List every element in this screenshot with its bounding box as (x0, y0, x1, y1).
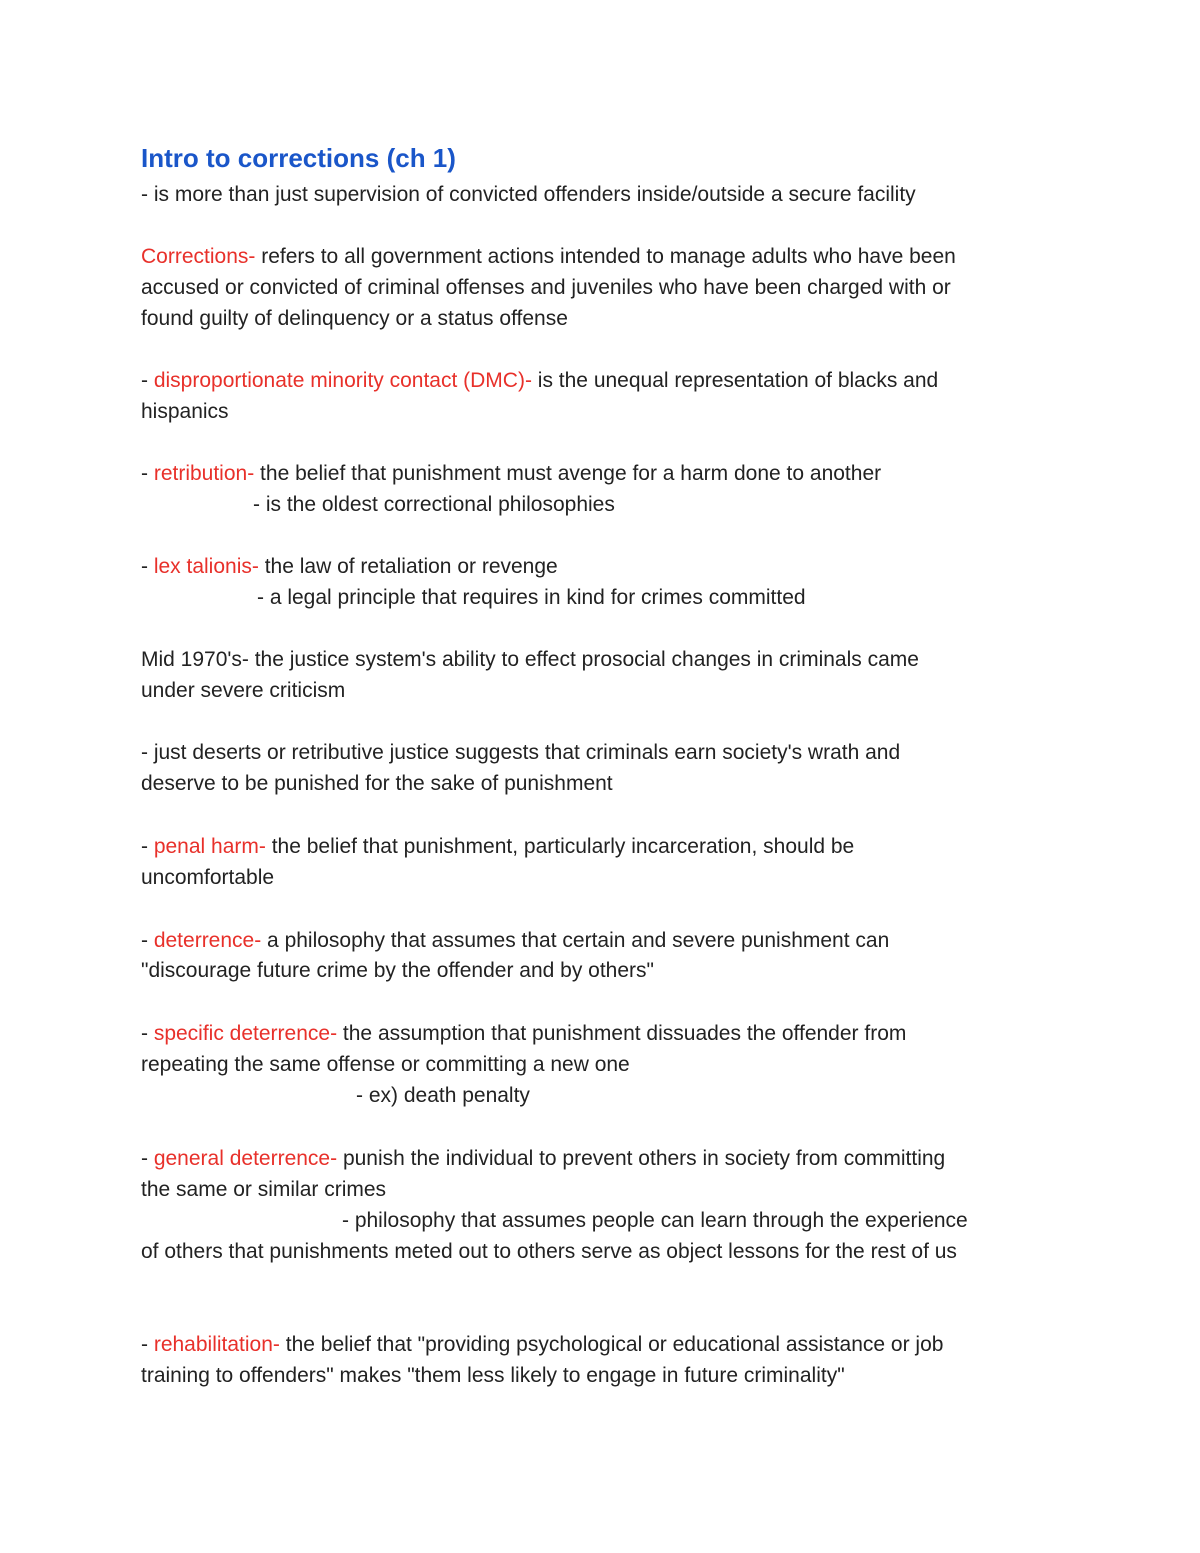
line-specific-deterrence-definition (141, 1018, 906, 1049)
bullet-dash: - (141, 462, 154, 485)
definition-text: the belief that "providing psychological or educational assistance or job (279, 1333, 944, 1356)
line-rehabilitation-definition (141, 1329, 943, 1360)
definition-text: the belief that punishment, particularly incarceration, should be (265, 835, 855, 858)
line-just-deserts: - just deserts or retributive justice suggests that criminals earn society's wrath and (141, 741, 901, 764)
bullet-dash: - (141, 1147, 154, 1170)
line-retribution-definition (141, 458, 881, 489)
line-intro: - is more than just supervision of convicted offenders inside/outside a secure facility (141, 183, 916, 206)
definition-text: refers to all government actions intended to manage adults who have been (255, 245, 956, 268)
line-specific-deterrence-example: - ex) death penalty (356, 1084, 530, 1107)
line-dmc-cont: hispanics (141, 400, 229, 423)
term-corrections: Corrections- (141, 245, 256, 268)
line-general-deterrence-definition (141, 1143, 945, 1174)
line-corrections-definition (141, 241, 956, 272)
bullet-dash: - (141, 835, 154, 858)
definition-text: is the unequal representation of blacks and (531, 369, 939, 392)
term-penal-harm: penal harm- (153, 835, 266, 858)
line-deterrence-definition (141, 925, 889, 956)
definition-text: a philosophy that assumes that certain and severe punishment can (261, 929, 890, 952)
definition-text: the law of retaliation or revenge (258, 555, 558, 578)
line-penal-harm-definition (141, 831, 854, 862)
document-title: Intro to corrections (ch 1) (141, 143, 456, 173)
line-general-deterrence-cont: the same or similar crimes (141, 1178, 387, 1201)
line-general-deterrence-note: - philosophy that assumes people can learn through the experience (342, 1209, 968, 1232)
term-deterrence: deterrence- (153, 929, 262, 952)
line-corrections-cont-1: accused or convicted of criminal offenses and juveniles who have been charged with or (141, 276, 951, 299)
line-specific-deterrence-cont: repeating the same offense or committing a new one (141, 1053, 630, 1076)
term-specific-deterrence: specific deterrence- (153, 1022, 338, 1045)
definition-text: punish the individual to prevent others in society from committing (337, 1147, 946, 1170)
line-just-deserts-cont: deserve to be punished for the sake of punishment (141, 772, 613, 795)
line-corrections-cont-2: found guilty of delinquency or a status offense (141, 307, 568, 330)
definition-text: the assumption that punishment dissuades the offender from (337, 1022, 907, 1045)
line-lex-talionis-definition (141, 551, 558, 582)
line-deterrence-cont: "discourage future crime by the offender and by others" (141, 959, 654, 982)
bullet-dash: - (141, 369, 154, 392)
bullet-dash: - (141, 1022, 154, 1045)
line-general-deterrence-note-cont: of others that punishments meted out to others serve as object lessons for the rest of us (141, 1240, 957, 1263)
line-lex-talionis-note: - a legal principle that requires in kind for crimes committed (257, 586, 806, 609)
term-general-deterrence: general deterrence- (153, 1147, 338, 1170)
bullet-dash: - (141, 1333, 154, 1356)
line-mid-1970s: Mid 1970's- the justice system's ability to effect prosocial changes in criminals came (141, 648, 919, 671)
term-retribution: retribution- (153, 462, 255, 485)
line-penal-harm-cont: uncomfortable (141, 866, 275, 889)
term-dmc: disproportionate minority contact (DMC)- (153, 369, 532, 392)
line-mid-1970s-cont: under severe criticism (141, 679, 346, 702)
term-rehabilitation: rehabilitation- (153, 1333, 280, 1356)
line-dmc-definition (141, 365, 938, 396)
line-rehabilitation-cont: training to offenders" makes "them less likely to engage in future criminality" (141, 1364, 845, 1387)
definition-text: the belief that punishment must avenge for a harm done to another (254, 462, 882, 485)
term-lex-talionis: lex talionis- (153, 555, 259, 578)
bullet-dash: - (141, 929, 154, 952)
line-retribution-note: - is the oldest correctional philosophies (253, 493, 615, 516)
bullet-dash: - (141, 555, 154, 578)
